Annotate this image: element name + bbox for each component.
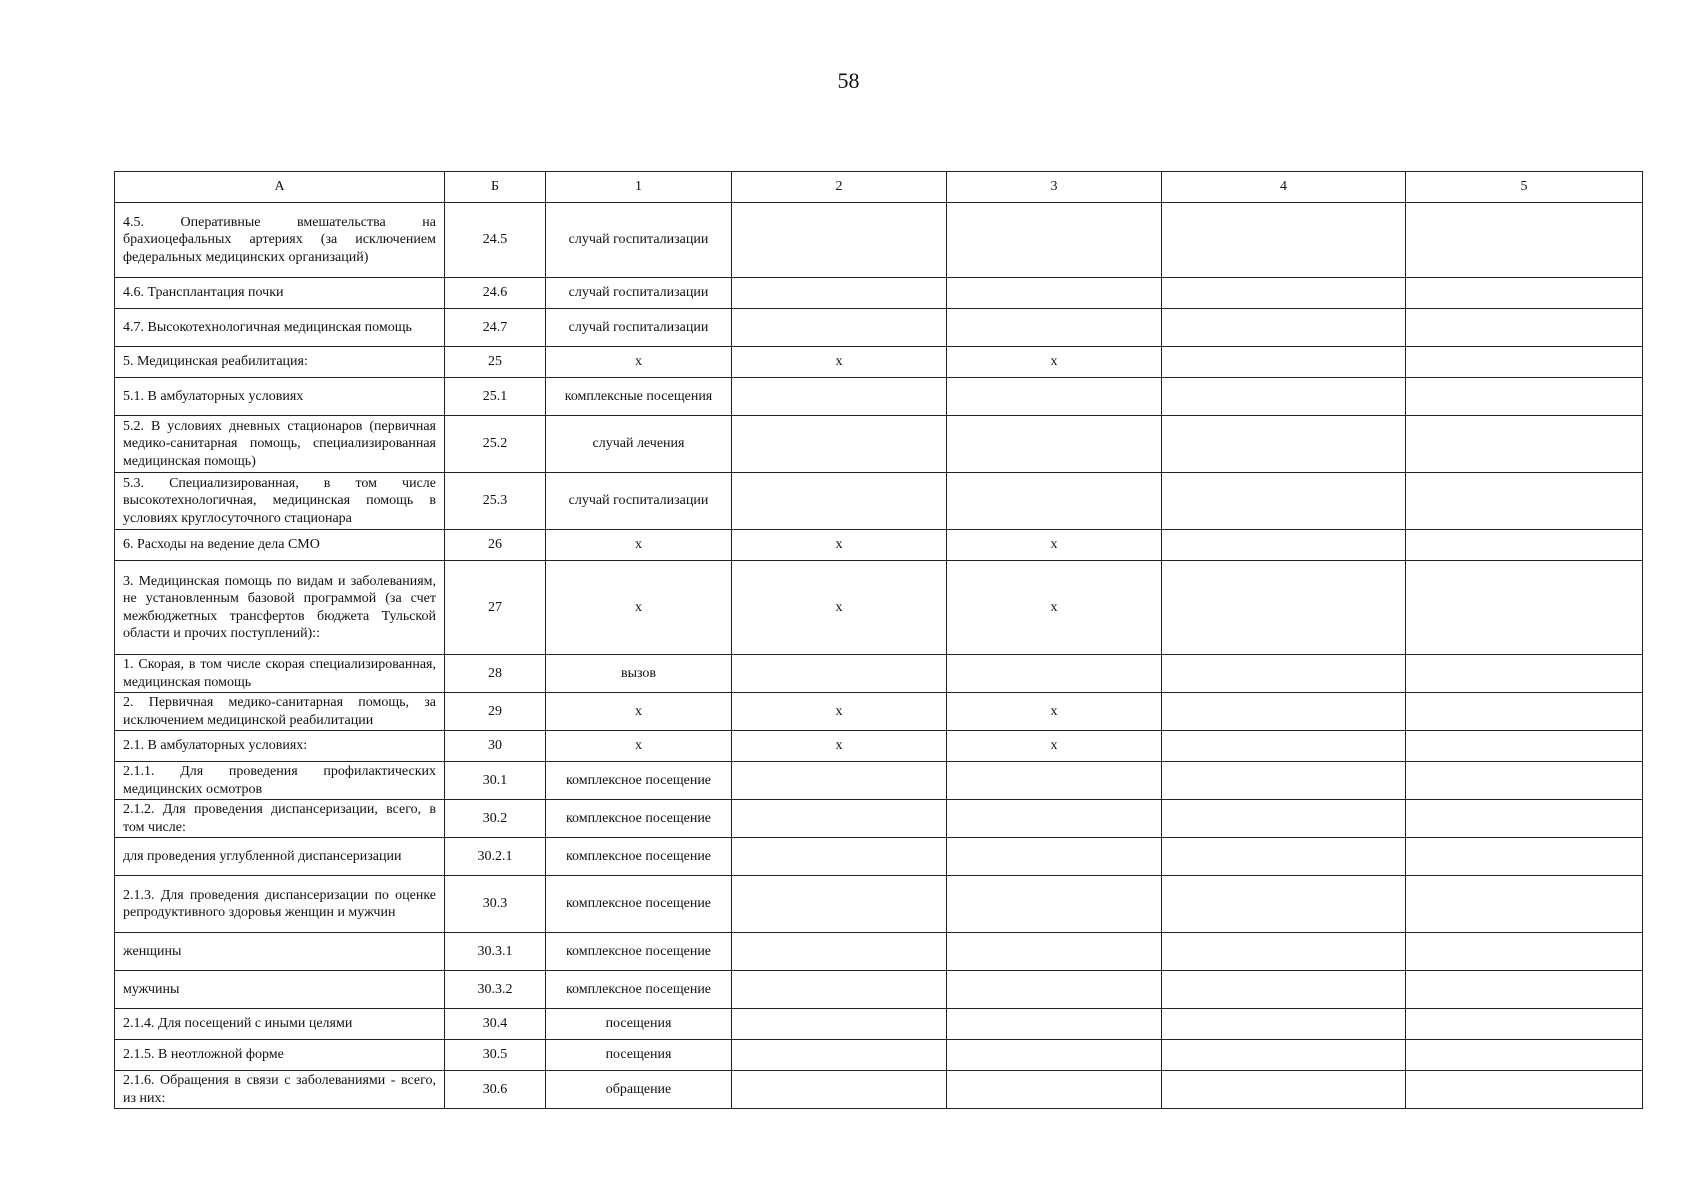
row-col5-cell [1406,278,1643,309]
row-col2-cell [732,1071,947,1109]
row-col5-cell [1406,530,1643,561]
row-col3-cell: х [947,530,1162,561]
row-col5-cell [1406,203,1643,278]
table-row [115,876,1643,933]
row-col2-cell [732,655,947,693]
table-row [115,561,1643,655]
table-row [115,693,1643,731]
row-col4-cell [1162,203,1406,278]
row-unit-cell: комплексное посещение [546,933,732,971]
row-unit-cell: случай госпитализации [546,278,732,309]
column-header-a: А [115,172,445,203]
row-col3-cell: х [947,693,1162,731]
row-name-cell: 2.1. В амбулаторных условиях: [115,731,445,762]
table-row [115,203,1643,278]
row-name-cell: 2.1.2. Для проведения диспансеризации, всего, в том числе: [115,800,445,838]
row-name-cell: 3. Медицинская помощь по видам и заболеваниям, не установленным базовой программой (за счет межбюджетных трансфертов бюджета Тульской области и прочих поступлений):: [115,561,445,655]
row-col5-cell [1406,731,1643,762]
row-col2-cell [732,278,947,309]
row-col2-cell: х [732,347,947,378]
row-col3-cell [947,1071,1162,1109]
row-col4-cell [1162,731,1406,762]
row-code-cell: 29 [445,693,546,731]
page-number: 58 [837,68,860,93]
row-unit-cell: случай госпитализации [546,203,732,278]
row-name-cell: 4.7. Высокотехнологичная медицинская помощь [115,309,445,347]
row-col5-cell [1406,838,1643,876]
table-row [115,278,1643,309]
row-col2-cell [732,762,947,800]
row-code-cell: 30.1 [445,762,546,800]
row-code-cell: 24.6 [445,278,546,309]
table-row [115,838,1643,876]
row-unit-cell: посещения [546,1040,732,1071]
row-col3-cell [947,278,1162,309]
row-col2-cell [732,1040,947,1071]
row-col2-cell [732,1009,947,1040]
row-col3-cell [947,473,1162,530]
table-row [115,473,1643,530]
row-col3-cell [947,1040,1162,1071]
table-row [115,530,1643,561]
row-col2-cell [732,838,947,876]
row-col5-cell [1406,309,1643,347]
row-code-cell: 30.3 [445,876,546,933]
row-col2-cell: х [732,693,947,731]
row-col4-cell [1162,530,1406,561]
row-code-cell: 27 [445,561,546,655]
column-header-1: 1 [546,172,732,203]
row-name-cell: 2.1.5. В неотложной форме [115,1040,445,1071]
row-unit-cell: х [546,731,732,762]
row-unit-cell: комплексные посещения [546,378,732,416]
row-col2-cell [732,933,947,971]
row-col4-cell [1162,1040,1406,1071]
row-col4-cell [1162,693,1406,731]
row-col5-cell [1406,561,1643,655]
row-name-cell: женщины [115,933,445,971]
row-name-cell: 2.1.1. Для проведения профилактических медицинских осмотров [115,762,445,800]
row-code-cell: 24.5 [445,203,546,278]
row-name-cell: 5.3. Специализированная, в том числе высокотехнологичная, медицинская помощь в условиях круглосуточного стационара [115,473,445,530]
table-row [115,378,1643,416]
row-col2-cell [732,416,947,473]
row-col5-cell [1406,473,1643,530]
row-unit-cell: х [546,693,732,731]
row-col2-cell [732,971,947,1009]
row-code-cell: 30.3.2 [445,971,546,1009]
row-col4-cell [1162,876,1406,933]
row-col3-cell [947,378,1162,416]
table-row [115,933,1643,971]
header-row [115,172,1643,203]
row-unit-cell: х [546,347,732,378]
row-name-cell: 5.1. В амбулаторных условиях [115,378,445,416]
row-unit-cell: случай госпитализации [546,309,732,347]
row-col5-cell [1406,933,1643,971]
row-code-cell: 25.3 [445,473,546,530]
row-col2-cell: х [732,530,947,561]
row-code-cell: 30.2.1 [445,838,546,876]
row-col3-cell [947,416,1162,473]
row-col4-cell [1162,1009,1406,1040]
row-unit-cell: обращение [546,1071,732,1109]
row-col5-cell [1406,971,1643,1009]
row-col2-cell: х [732,731,947,762]
row-col4-cell [1162,278,1406,309]
row-col5-cell [1406,693,1643,731]
row-name-cell: для проведения углубленной диспансеризации [115,838,445,876]
row-col4-cell [1162,309,1406,347]
table-row [115,1009,1643,1040]
table-row [115,762,1643,800]
row-col4-cell [1162,655,1406,693]
row-col4-cell [1162,473,1406,530]
row-unit-cell: комплексное посещение [546,876,732,933]
row-col4-cell [1162,971,1406,1009]
row-col2-cell [732,203,947,278]
row-code-cell: 26 [445,530,546,561]
row-col2-cell [732,378,947,416]
row-col4-cell [1162,378,1406,416]
row-unit-cell: комплексное посещение [546,838,732,876]
row-name-cell: 5. Медицинская реабилитация: [115,347,445,378]
row-col3-cell [947,762,1162,800]
row-col5-cell [1406,416,1643,473]
row-code-cell: 28 [445,655,546,693]
table-row [115,347,1643,378]
row-name-cell: мужчины [115,971,445,1009]
column-header-4: 4 [1162,172,1406,203]
row-col2-cell: х [732,561,947,655]
row-col5-cell [1406,378,1643,416]
column-header-5: 5 [1406,172,1643,203]
row-col5-cell [1406,1071,1643,1109]
row-col4-cell [1162,762,1406,800]
column-header-2: 2 [732,172,947,203]
data-table [114,171,1643,1109]
row-col4-cell [1162,416,1406,473]
row-col5-cell [1406,876,1643,933]
row-name-cell: 2.1.3. Для проведения диспансеризации по оценке репродуктивного здоровья женщин и мужчин [115,876,445,933]
row-col3-cell: х [947,561,1162,655]
row-unit-cell: комплексное посещение [546,762,732,800]
row-code-cell: 25.2 [445,416,546,473]
row-name-cell: 4.5. Оперативные вмешательства на брахиоцефальных артериях (за исключением федеральных медицинских организаций) [115,203,445,278]
row-col2-cell [732,800,947,838]
row-col4-cell [1162,347,1406,378]
row-col4-cell [1162,561,1406,655]
row-col3-cell [947,309,1162,347]
row-unit-cell: комплексное посещение [546,800,732,838]
row-unit-cell: вызов [546,655,732,693]
table-row [115,655,1643,693]
row-col4-cell [1162,800,1406,838]
row-code-cell: 25.1 [445,378,546,416]
column-header-b: Б [445,172,546,203]
row-unit-cell: х [546,561,732,655]
row-col3-cell [947,933,1162,971]
row-col5-cell [1406,762,1643,800]
row-col2-cell [732,876,947,933]
row-col4-cell [1162,838,1406,876]
row-unit-cell: случай госпитализации [546,473,732,530]
column-header-3: 3 [947,172,1162,203]
row-unit-cell: комплексное посещение [546,971,732,1009]
row-name-cell: 2.1.6. Обращения в связи с заболеваниями - всего, из них: [115,1071,445,1109]
row-code-cell: 30.2 [445,800,546,838]
table-row [115,1040,1643,1071]
row-col3-cell [947,838,1162,876]
row-name-cell: 1. Скорая, в том числе скорая специализированная, медицинская помощь [115,655,445,693]
table-row [115,1071,1643,1109]
row-col3-cell [947,1009,1162,1040]
row-unit-cell: случай лечения [546,416,732,473]
row-name-cell: 5.2. В условиях дневных стационаров (первичная медико-санитарная помощь, специализированная медицинская помощь) [115,416,445,473]
row-name-cell: 2.1.4. Для посещений с иными целями [115,1009,445,1040]
row-code-cell: 30.5 [445,1040,546,1071]
row-code-cell: 30.3.1 [445,933,546,971]
row-col2-cell [732,309,947,347]
row-col5-cell [1406,1009,1643,1040]
row-col4-cell [1162,1071,1406,1109]
row-code-cell: 25 [445,347,546,378]
row-code-cell: 30 [445,731,546,762]
row-col3-cell [947,876,1162,933]
row-col3-cell [947,203,1162,278]
row-col5-cell [1406,347,1643,378]
row-name-cell: 4.6. Трансплантация почки [115,278,445,309]
table-row [115,309,1643,347]
row-col3-cell [947,655,1162,693]
row-col3-cell: х [947,731,1162,762]
row-unit-cell: посещения [546,1009,732,1040]
row-code-cell: 24.7 [445,309,546,347]
row-col4-cell [1162,933,1406,971]
row-code-cell: 30.6 [445,1071,546,1109]
row-col3-cell [947,971,1162,1009]
row-col3-cell [947,800,1162,838]
row-name-cell: 2. Первичная медико-санитарная помощь, за исключением медицинской реабилитации [115,693,445,731]
table-row [115,731,1643,762]
table-row [115,971,1643,1009]
table-row [115,416,1643,473]
row-code-cell: 30.4 [445,1009,546,1040]
table-row [115,800,1643,838]
row-col5-cell [1406,655,1643,693]
row-col2-cell [732,473,947,530]
row-name-cell: 6. Расходы на ведение дела СМО [115,530,445,561]
row-col3-cell: х [947,347,1162,378]
row-unit-cell: х [546,530,732,561]
table-body [115,203,1643,1109]
row-col5-cell [1406,1040,1643,1071]
row-col5-cell [1406,800,1643,838]
